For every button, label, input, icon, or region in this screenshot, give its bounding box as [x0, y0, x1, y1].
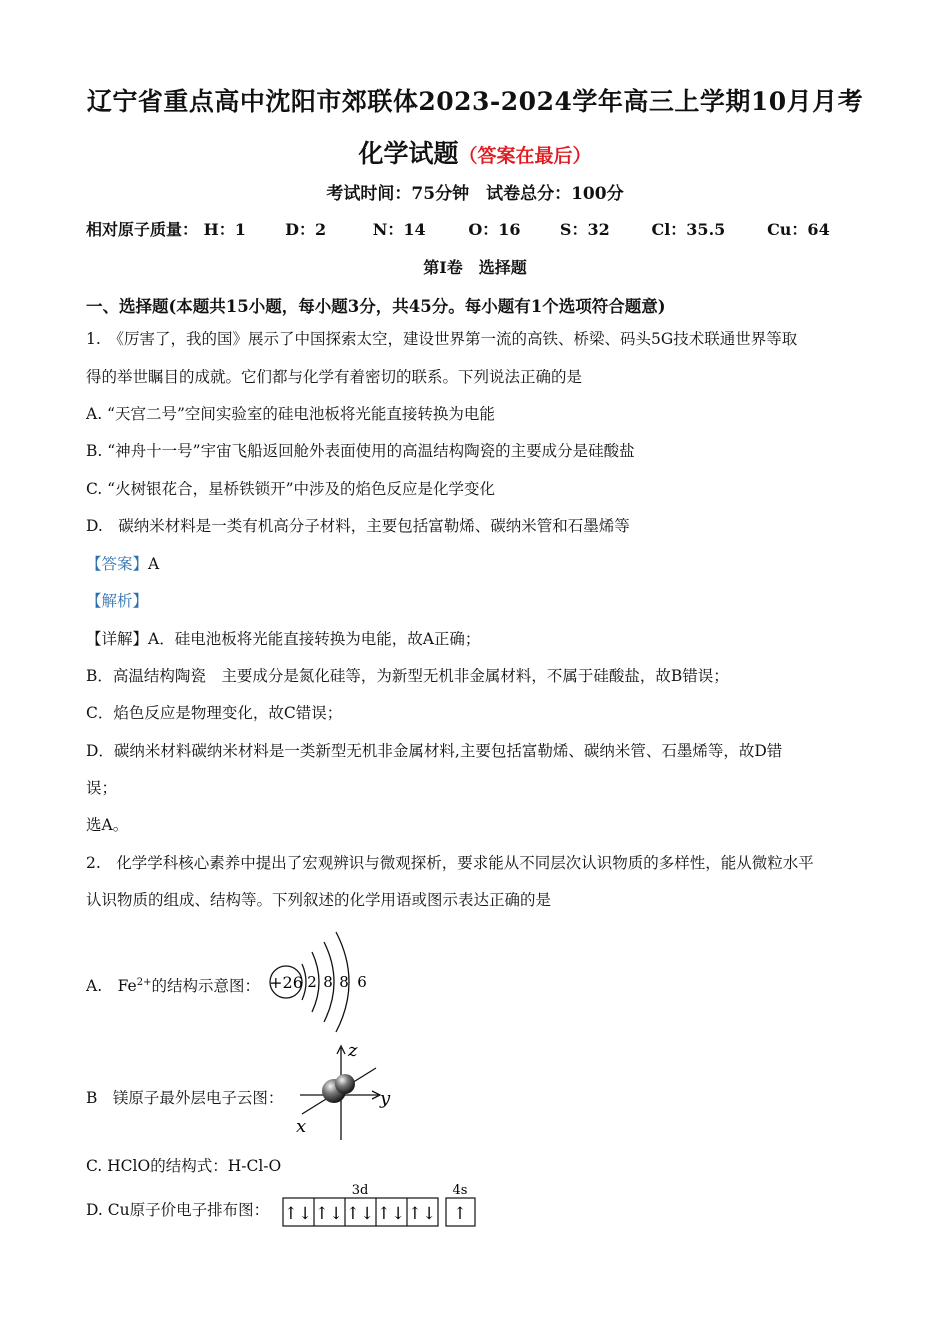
- atomic-mass-item: Cu：64: [767, 220, 830, 239]
- label-4s: 4s: [452, 1183, 468, 1198]
- shell-electrons-2: 8: [323, 973, 333, 991]
- q1-detail-d-line1: D．碳纳米材料碳纳米材料是一类新型无机非金属材料,主要包括富勒烯、碳纳米管、石墨烯等，故D错: [86, 742, 783, 760]
- q1-option-a: A. “天宫二号”空间实验室的硅电池板将光能直接转换为电能: [86, 405, 495, 423]
- answer-value: A: [148, 555, 160, 573]
- shell-electrons-3: 8: [339, 973, 349, 991]
- q2-stem-line1: 2. 化学学科核心素养中提出了宏观辨识与微观探析，要求能从不同层次认识物质的多样性，能从微粒水平: [86, 854, 814, 872]
- orbital-3d-2: ↑↓: [314, 1204, 344, 1224]
- mg-electron-cloud-diagram: [290, 1040, 400, 1142]
- exam-info: 考试时间：75分钟 试卷总分：100分: [326, 184, 624, 204]
- q2-option-a-label: [86, 974, 260, 996]
- q2-option-b-label: B 镁原子最外层电子云图：: [86, 1089, 284, 1107]
- fe-charge: 2+: [136, 976, 152, 988]
- q1-detail-c: C．焰色反应是物理变化，故C错误；: [86, 704, 343, 722]
- orbital-3d-1: ↑↓: [283, 1204, 313, 1224]
- q1-detail-a: [86, 632, 480, 648]
- orbital-3d-5: ↑↓: [407, 1204, 437, 1224]
- q1-stem-line1: 1. 《厉害了，我的国》展示了中国探索太空，建设世界第一流的高铁、桥梁、码头5G技术联通世界等取: [86, 330, 798, 348]
- z-axis-label: z: [348, 1040, 358, 1061]
- cu-orbital-diagram: [282, 1180, 480, 1232]
- q1-answer-line: [86, 557, 159, 573]
- q1-option-d: D. 碳纳米材料是一类有机高分子材料，主要包括富勒烯、碳纳米管和石墨烯等: [86, 517, 630, 535]
- atomic-mass-line: [86, 217, 830, 240]
- orbital-3d-4: ↑↓: [376, 1204, 406, 1224]
- q1-detail-d-line2: 误；: [86, 779, 118, 797]
- orbital-3d-3: ↑↓: [345, 1204, 375, 1224]
- atomic-mass-item: O：16: [468, 220, 521, 239]
- atomic-mass-item: N：14: [372, 220, 426, 239]
- atomic-mass-item: Cl：35.5: [651, 220, 726, 239]
- exam-subtitle: [0, 134, 950, 170]
- y-axis-label: y: [380, 1088, 391, 1109]
- answer-tag: 【答案】: [86, 555, 149, 573]
- q2-option-c: C. HClO的结构式：H-Cl-O: [86, 1157, 282, 1175]
- shell-electrons-4: 6: [357, 973, 367, 991]
- orbital-4s: ↑: [452, 1204, 468, 1224]
- fe-symbol: A. Fe: [86, 977, 137, 995]
- label-3d: 3d: [351, 1183, 369, 1198]
- q1-detail-b: B．高温结构陶瓷 主要成分是氮化硅等，为新型无机非金属材料，不属于硅酸盐，故B错误；: [86, 667, 729, 685]
- analysis-tag: 【解析】: [86, 592, 149, 610]
- q1-choose: 选A。: [86, 816, 129, 834]
- detail-a-text: A．硅电池板将光能直接转换为电能，故A正确；: [148, 630, 481, 648]
- nucleus-charge: +26: [269, 973, 303, 992]
- shell-electrons-1: 2: [307, 973, 317, 991]
- q1-option-b: B. “神舟十一号”宇宙飞船返回舱外表面使用的高温结构陶瓷的主要成分是硅酸盐: [86, 442, 635, 460]
- atomic-mass-label: 相对原子质量：: [86, 220, 199, 239]
- q2-option-d-label: D. Cu原子价电子排布图：: [86, 1201, 270, 1219]
- q1-stem-line2: 得的举世瞩目的成就。它们都与化学有着密切的联系。下列说法正确的是: [86, 368, 583, 386]
- atomic-mass-item: D：2: [285, 220, 327, 239]
- orbital-lobe-back: [335, 1074, 355, 1094]
- section-heading: 一、选择题(本题共15小题，每小题3分，共45分。每小题有1个选项符合题意): [86, 297, 666, 316]
- q1-option-c: C. “火树银花合，星桥铁锁开”中涉及的焰色反应是化学变化: [86, 480, 496, 498]
- detail-tag: 【详解】: [86, 630, 149, 648]
- q2-stem-line2: 认识物质的组成、结构等。下列叙述的化学用语或图示表达正确的是: [86, 891, 552, 909]
- volume-heading: 第Ⅰ卷 选择题: [423, 258, 527, 277]
- atomic-mass-item: S：32: [559, 220, 610, 239]
- option-a-suffix: 的结构示意图：: [151, 977, 260, 995]
- answer-note: （答案在最后）: [458, 145, 592, 167]
- subject-title: 化学试题: [358, 139, 459, 168]
- atomic-mass-item: H：1: [203, 220, 246, 239]
- exam-title: 辽宁省重点高中沈阳市郊联体2023-2024学年高三上学期10月月考: [86, 87, 864, 116]
- x-axis-label: x: [296, 1116, 307, 1137]
- fe-ion-structure-diagram: [262, 928, 382, 1036]
